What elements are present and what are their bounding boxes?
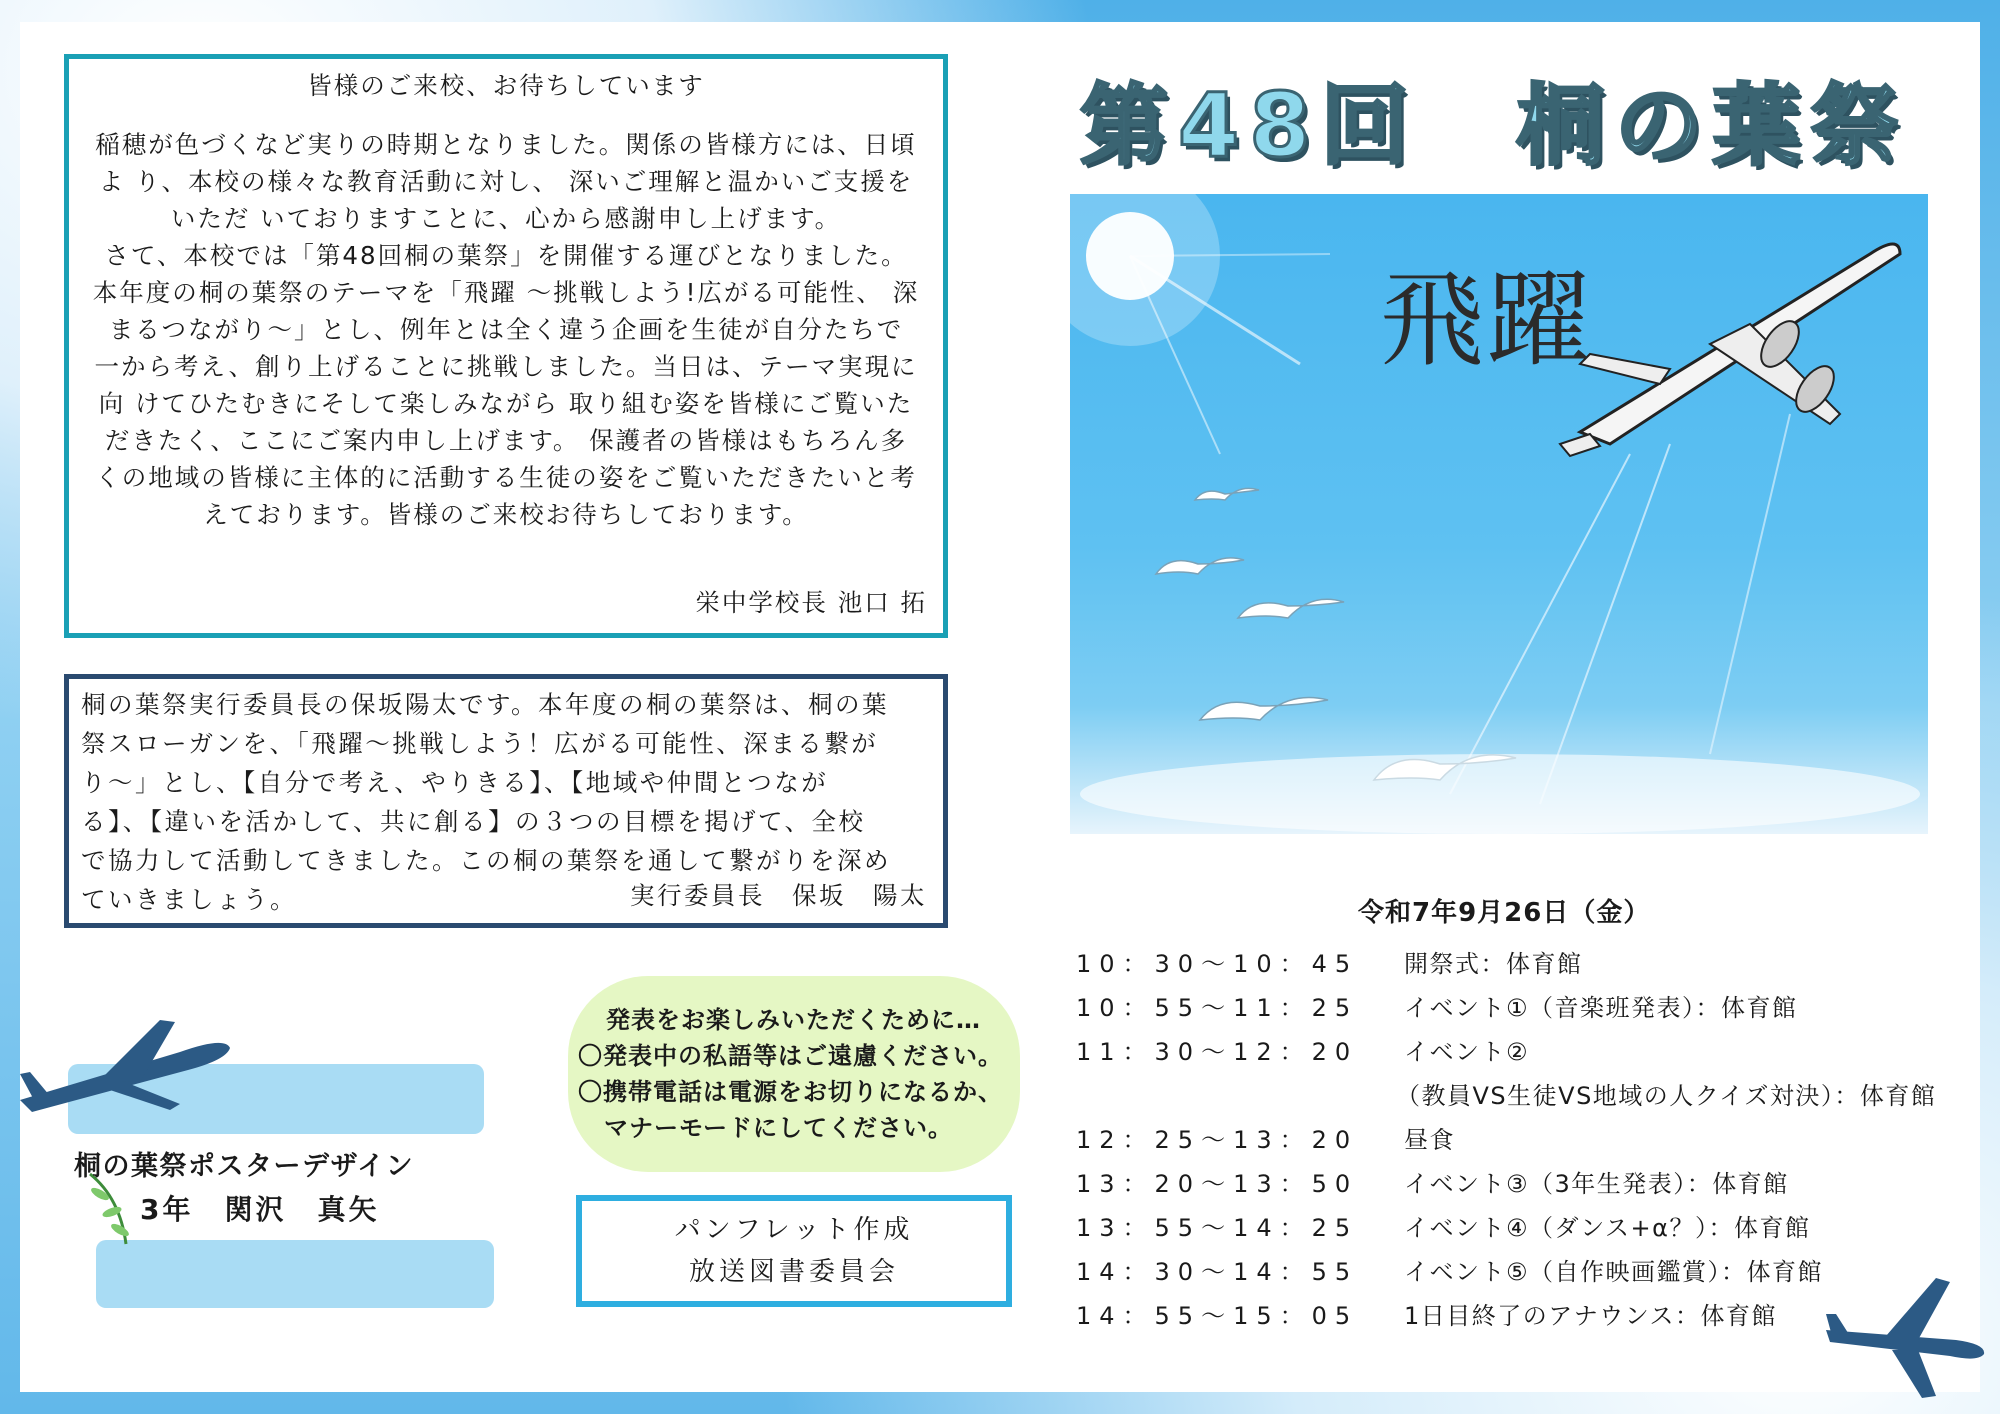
sun-icon: [1070, 194, 1330, 454]
credit-line: 放送図書委員会: [688, 1257, 899, 1287]
credit-line: パンフレット作成: [674, 1215, 914, 1245]
greeting-signature: 栄中学校長 池口 拓: [695, 588, 927, 617]
committee-signature: 実行委員長 保坂 陽太: [630, 881, 927, 910]
poster-design-label: 桐の葉祭ポスターデザイン: [74, 1151, 415, 1182]
notice-line: 発表をお楽しみいただくために…: [606, 1006, 981, 1034]
committee-body: 桐の葉祭実行委員長の保坂陽太です。本年度の桐の葉祭は、桐の葉 祭スローガンを、「飛躍～挑戦しよう！広がる可能性、深まる繋が り～」とし、【自分で考え、やりきる】、【地域や仲間とつなが る】、【違いを活かして、共に創る】の３つの目標を掲げて、全校 で協力して活動してきました。この桐の葉祭を通して繋がりを深め ていきましょう。: [81, 690, 891, 914]
schedule-time: 12：25～13：20: [1076, 1126, 1359, 1154]
schedule-time: 10：30～10：45: [1076, 950, 1359, 978]
greeting-box: [64, 54, 948, 638]
schedule-time: 14：30～14：55: [1076, 1258, 1359, 1286]
plane-icon: [20, 1000, 240, 1120]
notice-line: マナーモードにしてください。: [604, 1114, 954, 1142]
notice-line: 〇発表中の私語等はご遠慮ください。: [578, 1042, 1003, 1070]
schedule-time: 10：55～11：25: [1076, 994, 1359, 1022]
committee-box: [64, 674, 948, 928]
greeting-title: 皆様のご来校、お待ちしています: [307, 71, 705, 100]
hero-text: 飛躍: [1380, 259, 1593, 381]
schedule-date: 令和7年9月26日（金）: [1358, 898, 1651, 928]
schedule-desc: イベント④（ダンス+α？）：体育館: [1404, 1214, 1811, 1242]
schedule-desc: イベント②: [1404, 1038, 1530, 1066]
ribbon-banner: [96, 1240, 494, 1308]
schedule-desc: （教員VS生徒VS地域の人クイズ対決）：体育館: [1396, 1082, 1937, 1110]
notice-bubble: [568, 976, 1020, 1172]
schedule-desc: イベント③（3年生発表）：体育館: [1404, 1170, 1789, 1198]
schedule-desc: イベント⑤（自作映画鑑賞）：体育館: [1404, 1258, 1824, 1286]
schedule-time: 13：55～14：25: [1076, 1214, 1359, 1242]
schedule-time: 13：20～13：50: [1076, 1170, 1359, 1198]
schedule-desc: 1日目終了のアナウンス：体育館: [1404, 1302, 1778, 1330]
bird-icon: [1156, 488, 1516, 780]
plane-icon: [1826, 1278, 1986, 1398]
festival-title: 第48回 桐の葉祭: [1080, 74, 1909, 177]
schedule-desc: イベント①（音楽班発表）：体育館: [1404, 994, 1798, 1022]
notice-line: 〇携帯電話は電源をお切りになるか、: [578, 1078, 1003, 1106]
poster-designer-name: 3年 関沢 真矢: [140, 1193, 380, 1226]
greeting-body: 稲穂が色づくなど実りの時期となりました。関係の皆様方には、日頃 よ り、本校の様々な教育活動に対し、 深いご理解と温かいご支援を いただ いておりますことに、心から感謝申し上げます。 さて、本校では「第48回桐の葉祭」を開催する運びとなりました。 本年度の桐の葉祭のテーマを「飛躍 ～挑戦しよう!広がる可能性、 深 まるつながり～」とし、例年とは全く違う企画を生徒が自分たちで 一から考え、創り上げることに挑戦しました。当日は、テーマ実現に 向 けてひたむきにそして楽しみながら 取り組む姿を皆様にご覧いた だきたく、ここにご案内申し上げます。 保護者の皆様はもちろん多 くの地域の皆様に主体的に活動する生徒の姿をご覧いただきたいと考 えております。皆様のご来校お待ちしております。: [92, 130, 920, 529]
schedule-time: 14：55～15：05: [1076, 1302, 1359, 1330]
credit-box: [576, 1195, 1012, 1307]
schedule-desc: 開祭式：体育館: [1404, 950, 1583, 978]
hero-illustration: [1070, 194, 1928, 834]
schedule-desc: 昼食: [1404, 1126, 1455, 1154]
schedule-time: 11：30～12：20: [1076, 1038, 1359, 1066]
